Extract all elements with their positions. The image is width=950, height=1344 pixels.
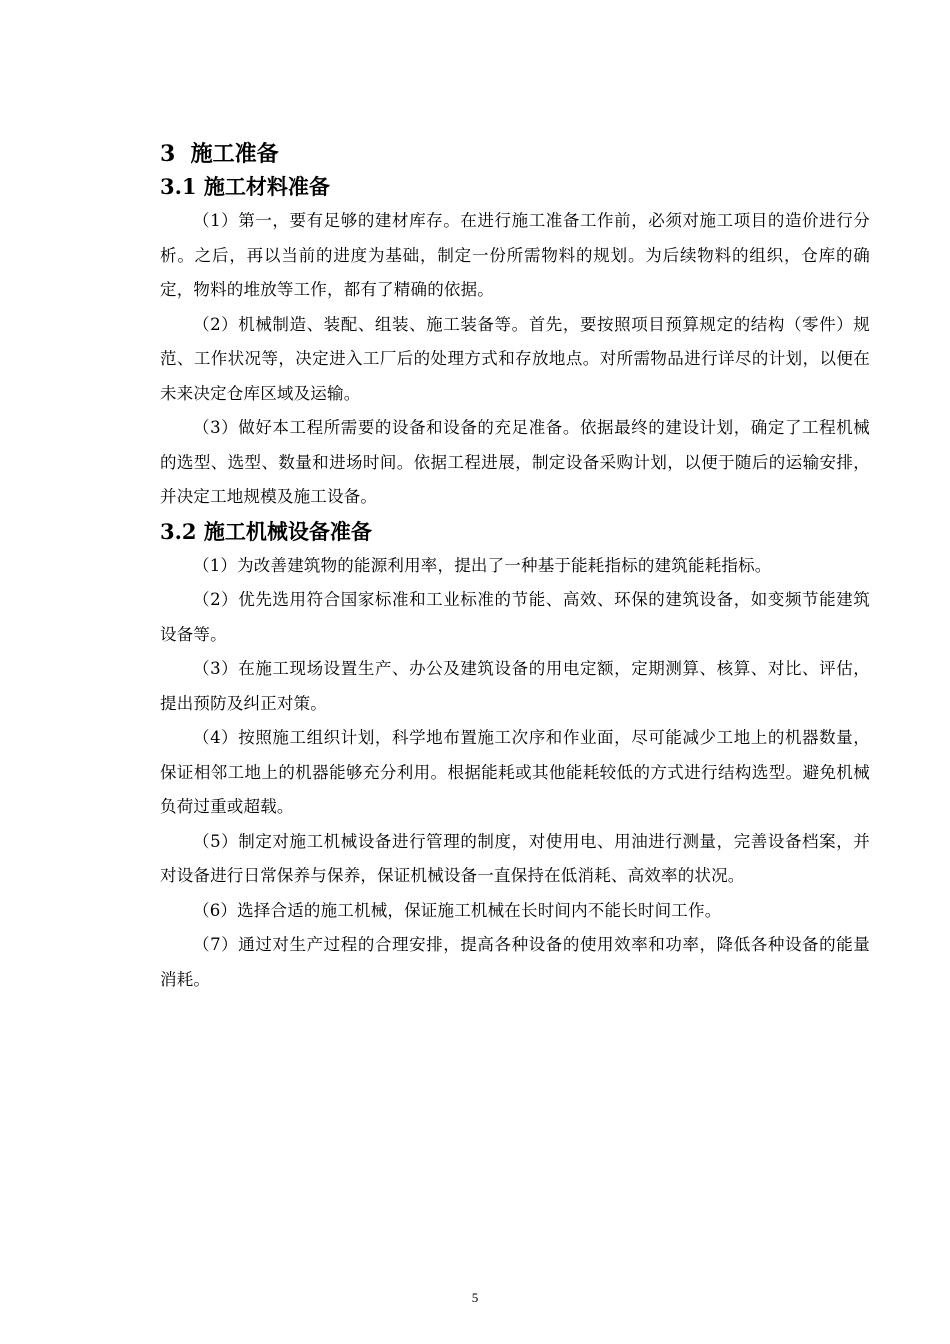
paragraph: （6）选择合适的施工机械，保证施工机械在长时间内不能长时间工作。	[193, 900, 722, 920]
paragraph: （2）机械制造、装配、组装、施工装备等。首先，要按照项目预算规定的结构（零件）规范、工作状况等，决定进入工厂后的处理方式和存放地点。对所需物品进行详尽的计划，以便在未来决定仓库区域及运输。	[160, 314, 870, 403]
paragraph: （2）优先选用符合国家标准和工业标准的节能、高效、环保的建筑设备，如变频节能建筑设备等。	[160, 590, 870, 644]
paragraph: （4）按照施工组织计划，科学地布置施工次序和作业面，尽可能减少工地上的机器数量，保证相邻工地上的机器能够充分利用。根据能耗或其他能耗较低的方式进行结构选型。避免机械负荷过重或超载。	[160, 728, 870, 816]
paragraph: （1）为改善建筑物的能源利用率，提出了一种基于能耗指标的建筑能耗指标。	[193, 555, 772, 575]
paragraph: （5）制定对施工机械设备进行管理的制度，对使用电、用油进行测量，完善设备档案，并对设备进行日常保养与保养，保证机械设备一直保持在低消耗、高效率的状况。	[160, 831, 870, 885]
section-heading-3-2: 3.2 施工机械设备准备	[160, 518, 372, 544]
paragraph: （3）做好本工程所需要的设备和设备的充足准备。依据最终的建设计划，确定了工程机械的选型、选型、数量和进场时间。依据工程进展，制定设备采购计划，以便于随后的运输安排，并决定工地规模及施工设备。	[160, 418, 870, 506]
chapter-heading: 3 施工准备	[160, 141, 279, 167]
paragraph: （7）通过对生产过程的合理安排，提高各种设备的使用效率和功率，降低各种设备的能量消耗。	[160, 935, 870, 989]
paragraph: （1）第一，要有足够的建材库存。在进行施工准备工作前，必须对施工项目的造价进行分析。之后，再以当前的进度为基础，制定一份所需物料的规划。为后续物料的组织，仓库的确定，物料的堆放等工作，都有了精确的依据。	[160, 211, 870, 299]
document-body	[160, 138, 870, 997]
page-number: 5	[471, 1290, 479, 1305]
section-heading-3-1: 3.1 施工材料准备	[160, 174, 330, 199]
paragraph: （3）在施工现场设置生产、办公及建筑设备的用电定额，定期测算、核算、对比、评估，提出预防及纠正对策。	[160, 659, 870, 713]
